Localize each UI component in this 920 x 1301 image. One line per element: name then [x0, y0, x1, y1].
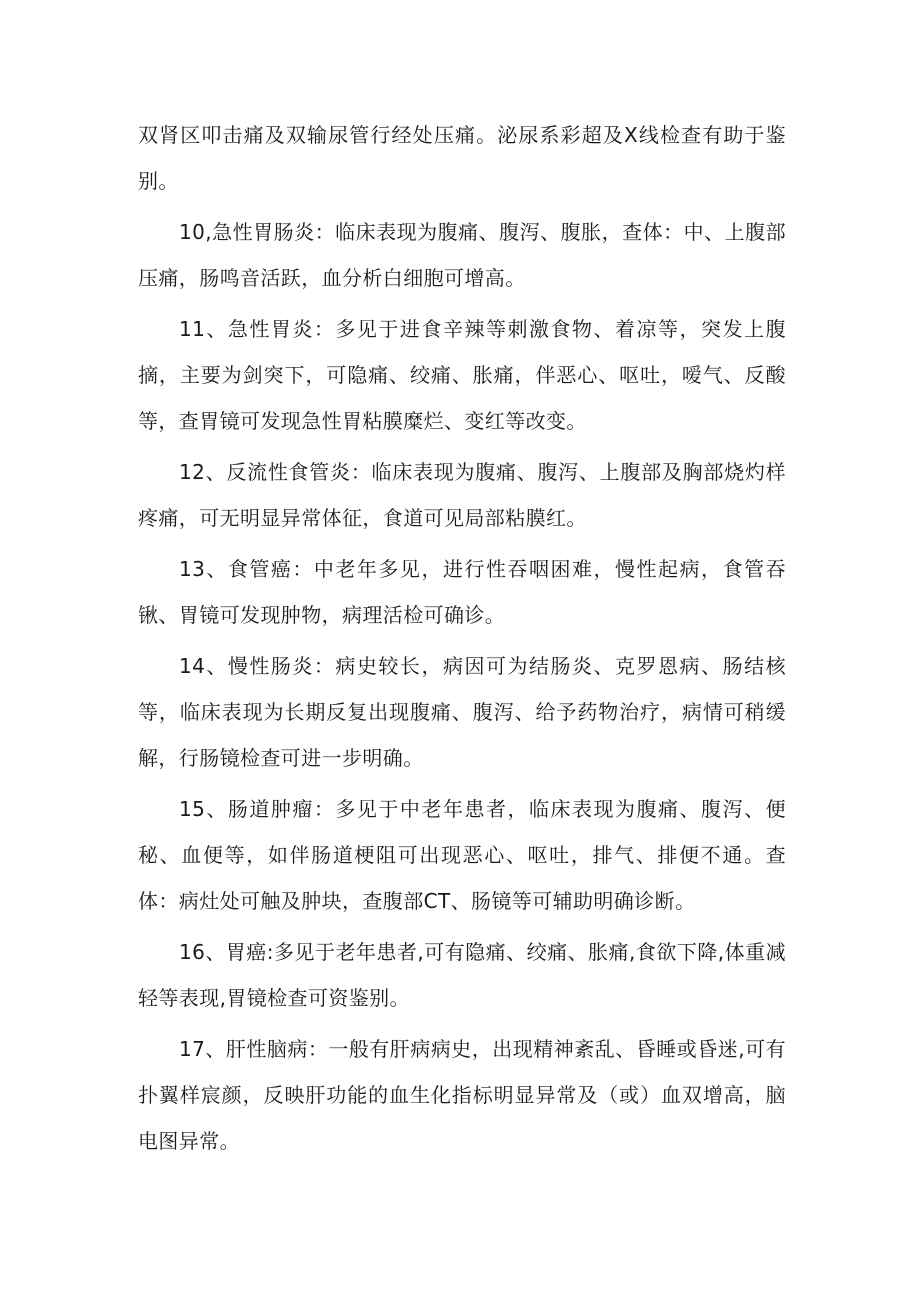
- paragraph-item-12: 12、反流性食管炎：临床表现为腹痛、腹泻、上腹部及胸部烧灼样疼痛，可无明显异常体征，食道可见局部粘膜红。: [138, 460, 786, 530]
- paragraph-item-14: 14、慢性肠炎：病史较长，病因可为结肠炎、克罗恩病、肠结核等，临床表现为长期反复出现腹痛、腹泻、给予药物治疗，病情可稍缓解，行肠镜检查可进一步明确。: [138, 654, 786, 770]
- paragraph-item-17: 17、肝性脑病：一般有肝病病史，出现精神紊乱、昏睡或昏迷,可有扑翼样宸颜，反映肝功能的血生化指标明显异常及（或）血双增高，脑电图异常。: [138, 1037, 786, 1153]
- paragraph-item-13: 13、食管癌：中老年多见，进行性吞咽困难，慢性起病，食管吞锹、胃镜可发现肿物，病理活检可确诊。: [138, 557, 786, 627]
- paragraph-item-11: 11、急性胃炎：多见于进食辛辣等刺激食物、着凉等，突发上腹摘，主要为剑突下，可隐痛、绞痛、胀痛，伴恶心、呕吐，嗳气、反酸等，查胃镜可发现急性胃粘膜糜烂、变红等改变。: [138, 317, 786, 433]
- paragraph-item-10: 10,急性胃肠炎：临床表现为腹痛、腹泻、腹胀，查体：中、上腹部压痛，肠鸣音活跃，血分析白细胞可增高。: [138, 220, 786, 290]
- paragraph-continuation: 双肾区叩击痛及双输尿管行经处压痛。泌尿系彩超及X线检查有助于鉴别。: [138, 123, 786, 193]
- paragraph-item-15: 15、肠道肿瘤：多见于中老年患者，临床表现为腹痛、腹泻、便秘、血便等，如伴肠道梗阻可出现恶心、呕吐，排气、排便不通。查体：病灶处可触及肿块，查腹部CT、肠镜等可辅助明确诊断。: [138, 797, 786, 913]
- document-body: [138, 112, 786, 1169]
- paragraph-item-16: 16、胃癌:多见于老年患者,可有隐痛、绞痛、胀痛,食欲下降,体重减轻等表现,胃镜检查可资鉴别。: [138, 940, 786, 1010]
